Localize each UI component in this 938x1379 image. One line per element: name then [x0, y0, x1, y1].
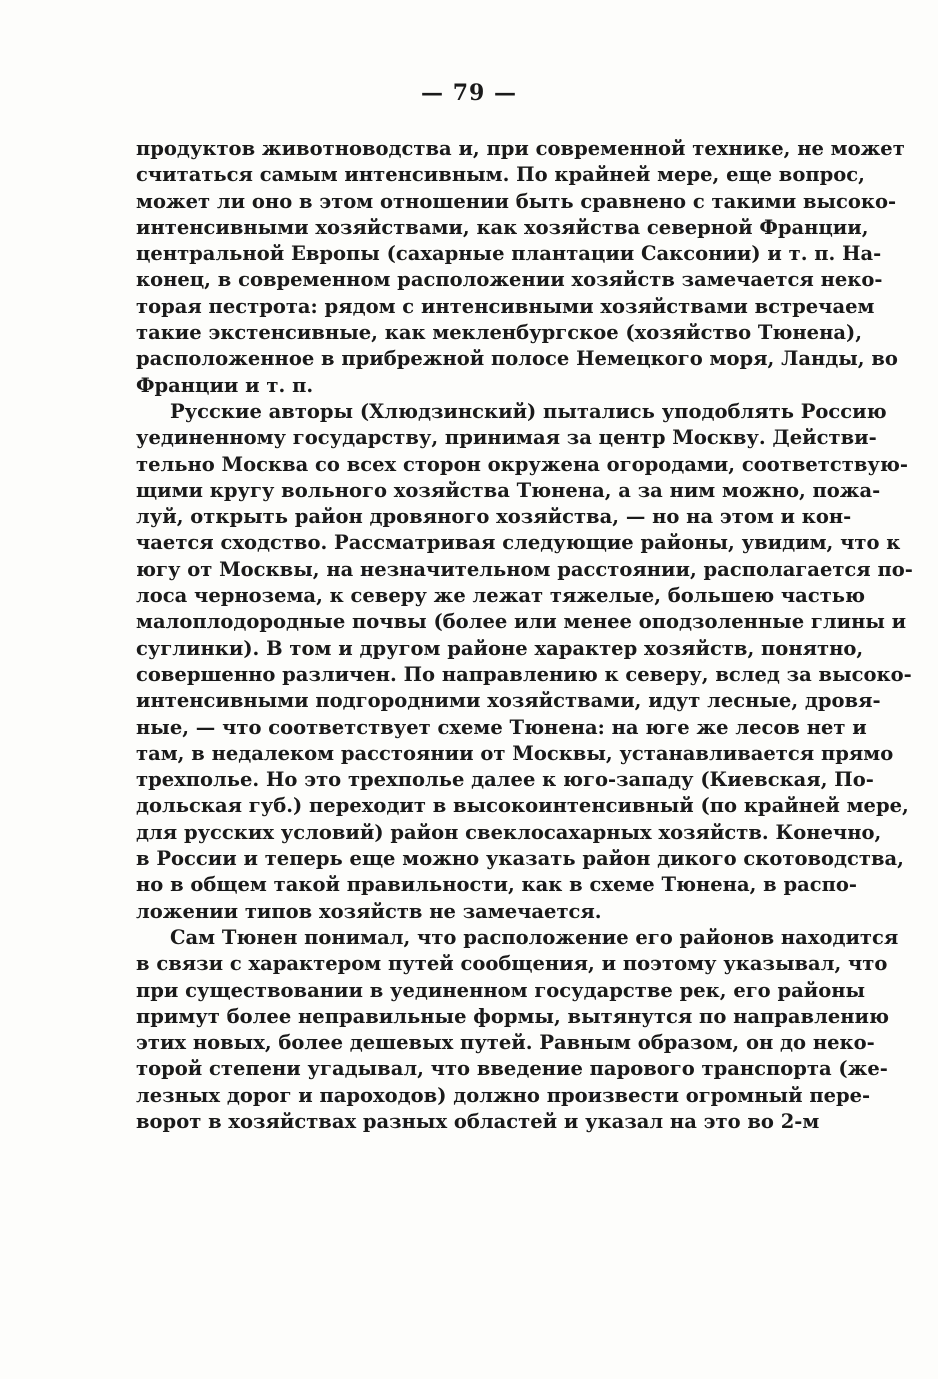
text-line: торой степени угадывал, что введение парового транспорта (же- [136, 1057, 888, 1081]
text-line: продуктов животноводства и, при современной технике, не может [136, 137, 905, 160]
text-line: примут более неправильные формы, вытянутся по направлению [136, 1004, 889, 1028]
text-line: луй, открыть район дровяного хозяйства, — но на этом и кон- [136, 505, 852, 529]
text-line: но в общем такой правильности, как в схеме Тюнена, в распо- [136, 873, 858, 897]
text-line: этих новых, более дешевых путей. Равным образом, он до неко- [136, 1031, 875, 1055]
text-line: для русских условий) район свеклосахарных хозяйств. Конечно, [136, 820, 882, 844]
text-line: конец, в современном расположении хозяйств замечается неко- [136, 268, 883, 292]
text-line: лоса чернозема, к северу же лежат тяжелые, большею частью [136, 584, 866, 608]
text-line: лезных дорог и пароходов) должно произвести огромный пере- [136, 1083, 871, 1107]
text-line: расположенное в прибрежной полосе Немецкого моря, Ланды, во [136, 347, 898, 371]
text-line: трехполье. Но это трехполье далее к юго-западу (Киевская, По- [136, 768, 874, 792]
text-line: Русские авторы (Хлюдзинский) пытались уподоблять Россию [170, 399, 887, 423]
text-line: тельно Москва со всех сторон окружена огородами, соответствую- [136, 452, 908, 476]
text-line: считаться самым интенсивным. По крайней мере, еще вопрос, [136, 163, 865, 187]
text-line: такие экстенсивные, как мекленбургское (хозяйство Тюнена), [136, 321, 862, 345]
text-line: югу от Москвы, на незначительном расстоянии, располагается по- [136, 557, 913, 581]
text-line: чается сходство. Рассматривая следующие районы, увидим, что к [136, 531, 901, 555]
text-line: в связи с характером путей сообщения, и поэтому указывал, что [136, 952, 888, 976]
text-line: щими кругу вольного хозяйства Тюнена, а за ним можно, пожа- [136, 478, 881, 502]
text-line: может ли оно в этом отношении быть сравнено с такими высоко- [136, 189, 897, 213]
text-line: Франции и т. п. [136, 373, 314, 397]
text-line: Сам Тюнен понимал, что расположение его районов находится [170, 925, 899, 949]
text-line: ворот в хозяйствах разных областей и указал на это во 2-м [136, 1109, 820, 1133]
paragraph-3 [136, 925, 899, 1135]
text-line: малоплодородные почвы (более или менее оподзоленные глины и [136, 610, 907, 634]
body-text [136, 136, 913, 1135]
text-line: при существовании в уединенном государстве рек, его районы [136, 978, 866, 1002]
page-number: — 79 — [421, 80, 517, 106]
text-line: ные, — что соответствует схеме Тюнена: на юге же лесов нет и [136, 715, 867, 739]
text-line: дольская губ.) переходит в высокоинтенсивный (по крайней мере, [136, 794, 909, 818]
text-line: уединенному государству, принимая за центр Москву. Действи- [136, 426, 877, 450]
text-line: суглинки). В том и другом районе характер хозяйств, понятно, [136, 636, 864, 660]
text-line: интенсивными подгородними хозяйствами, идут лесные, дровя- [136, 689, 881, 713]
paragraph-2 [136, 399, 913, 925]
text-line: центральной Европы (сахарные плантации Саксонии) и т. п. На- [136, 242, 882, 266]
text-line: торая пестрота: рядом с интенсивными хозяйствами встречаем [136, 294, 875, 318]
text-line: ложении типов хозяйств не замечается. [136, 899, 602, 923]
text-line: интенсивными хозяйствами, как хозяйства северной Франции, [136, 215, 869, 239]
paragraph-1 [136, 136, 905, 399]
text-line: совершенно различен. По направлению к северу, вслед за высоко- [136, 662, 912, 686]
text-line: в России и теперь еще можно указать район дикого скотоводства, [136, 847, 904, 871]
text-line: там, в недалеком расстоянии от Москвы, устанавливается прямо [136, 741, 894, 765]
